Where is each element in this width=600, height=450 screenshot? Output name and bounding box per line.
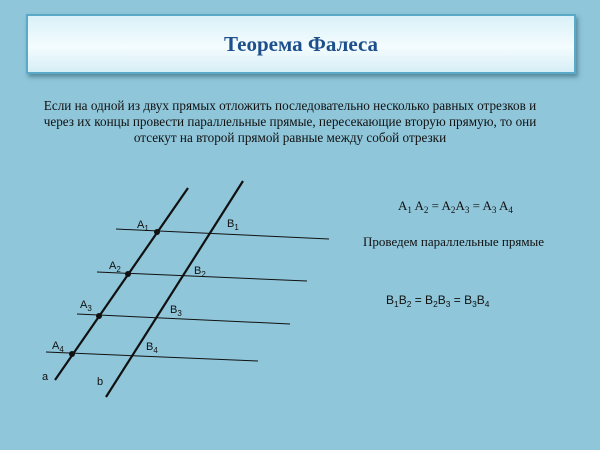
label-line-b: b bbox=[97, 376, 104, 388]
point-a4 bbox=[69, 351, 75, 357]
theorem-statement: Если на одной из двух прямых отложить последовательно несколько равных отрезков и через их концы провести параллельные прямые, пересекающие вторую прямую, то они отсекут на второй прямой равные между собой отрезки bbox=[43, 98, 537, 145]
point-a1 bbox=[154, 229, 160, 235]
slide-title: Теорема Фалеса bbox=[223, 31, 379, 56]
construction-note: Проведем параллельные прямые bbox=[363, 234, 545, 249]
line-b bbox=[106, 181, 243, 397]
label-a3: $A_3$ bbox=[80, 299, 92, 313]
equality-a-segments: $A_1$ $A_2 = A_2A_3 = A_3$ $A_4$ bbox=[398, 198, 513, 215]
label-a1: $A_1$ bbox=[137, 219, 149, 233]
equality-b-segments: $B_1B_2 = B_2B_3 = B_3B_4$ bbox=[386, 293, 490, 309]
point-a2 bbox=[125, 271, 131, 277]
parallel-line-4 bbox=[46, 352, 258, 361]
label-b1: $B_1$ bbox=[227, 218, 239, 232]
point-a3 bbox=[96, 313, 102, 319]
label-line-a: a bbox=[42, 371, 49, 383]
parallel-line-3 bbox=[77, 314, 290, 324]
label-b2: $B_2$ bbox=[194, 265, 206, 279]
label-b4: $B_4$ bbox=[146, 341, 158, 355]
label-a4: $A_4$ bbox=[52, 340, 64, 354]
label-a2: $A_2$ bbox=[109, 260, 121, 274]
line-a bbox=[55, 188, 188, 380]
label-b3: $B_3$ bbox=[170, 304, 182, 318]
